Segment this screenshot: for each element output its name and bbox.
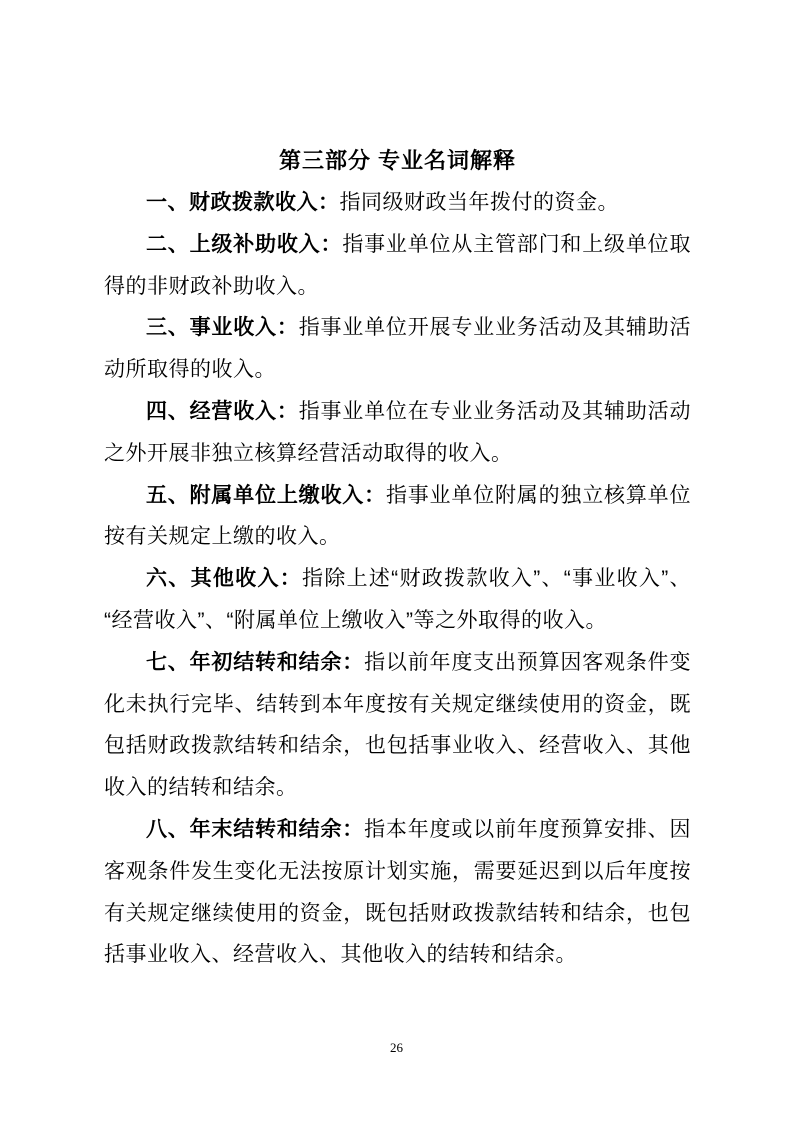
term-label: 四、经营收入： xyxy=(146,399,299,423)
term-definition: 指事业单位在专业业务活动及其辅助活动之外开展非独立核算经营活动取得的收入。 xyxy=(104,399,691,465)
term-label: 一、财政拨款收入： xyxy=(146,191,340,214)
term-label: 六、其他收入： xyxy=(146,567,303,591)
term-label: 八、年末结转和结余： xyxy=(146,817,365,841)
term-label: 五、附属单位上缴收入： xyxy=(146,483,386,507)
term-label: 三、事业收入： xyxy=(146,316,299,340)
definition-paragraph-5 xyxy=(104,475,691,559)
term-definition: 指事业单位附属的独立核算单位按有关规定上缴的收入。 xyxy=(104,483,691,549)
definition-paragraph-4 xyxy=(104,391,691,475)
term-definition: 指事业单位开展专业业务活动及其辅助活动所取得的收入。 xyxy=(104,316,691,382)
term-definition: 指除上述“财政拨款收入”、“事业收入”、“经营收入”、“附属单位上缴收入”等之外取得的收入。 xyxy=(104,567,691,632)
term-label: 七、年初结转和结余： xyxy=(146,650,365,674)
page-number: 26 xyxy=(390,1040,403,1055)
definition-paragraph-8 xyxy=(104,809,691,976)
term-label: 二、上级补助收入： xyxy=(146,232,343,256)
definition-paragraph-7 xyxy=(104,642,691,809)
page-title: 第三部分 专业名词解释 xyxy=(278,148,517,173)
definition-paragraph-6 xyxy=(104,558,691,642)
term-definition: 指本年度或以前年度预算安排、因客观条件发生变化无法按原计划实施，需要延迟到以后年度按有关规定继续使用的资金，既包括财政拨款结转和结余，也包括事业收入、经营收入、其他收入的结转和结余。 xyxy=(104,817,691,967)
definition-paragraph-1 xyxy=(104,182,691,224)
term-definition: 指同级财政当年拨付的资金。 xyxy=(339,191,619,214)
term-definition: 指事业单位从主管部门和上级单位取得的非财政补助收入。 xyxy=(104,232,691,298)
definition-paragraph-2 xyxy=(104,224,691,308)
term-definition: 指以前年度支出预算因客观条件变化未执行完毕、结转到本年度按有关规定继续使用的资金，既包括财政拨款结转和结余，也包括事业收入、经营收入、其他收入的结转和结余。 xyxy=(104,650,691,800)
definition-paragraph-3 xyxy=(104,307,691,391)
document-body xyxy=(104,140,691,976)
